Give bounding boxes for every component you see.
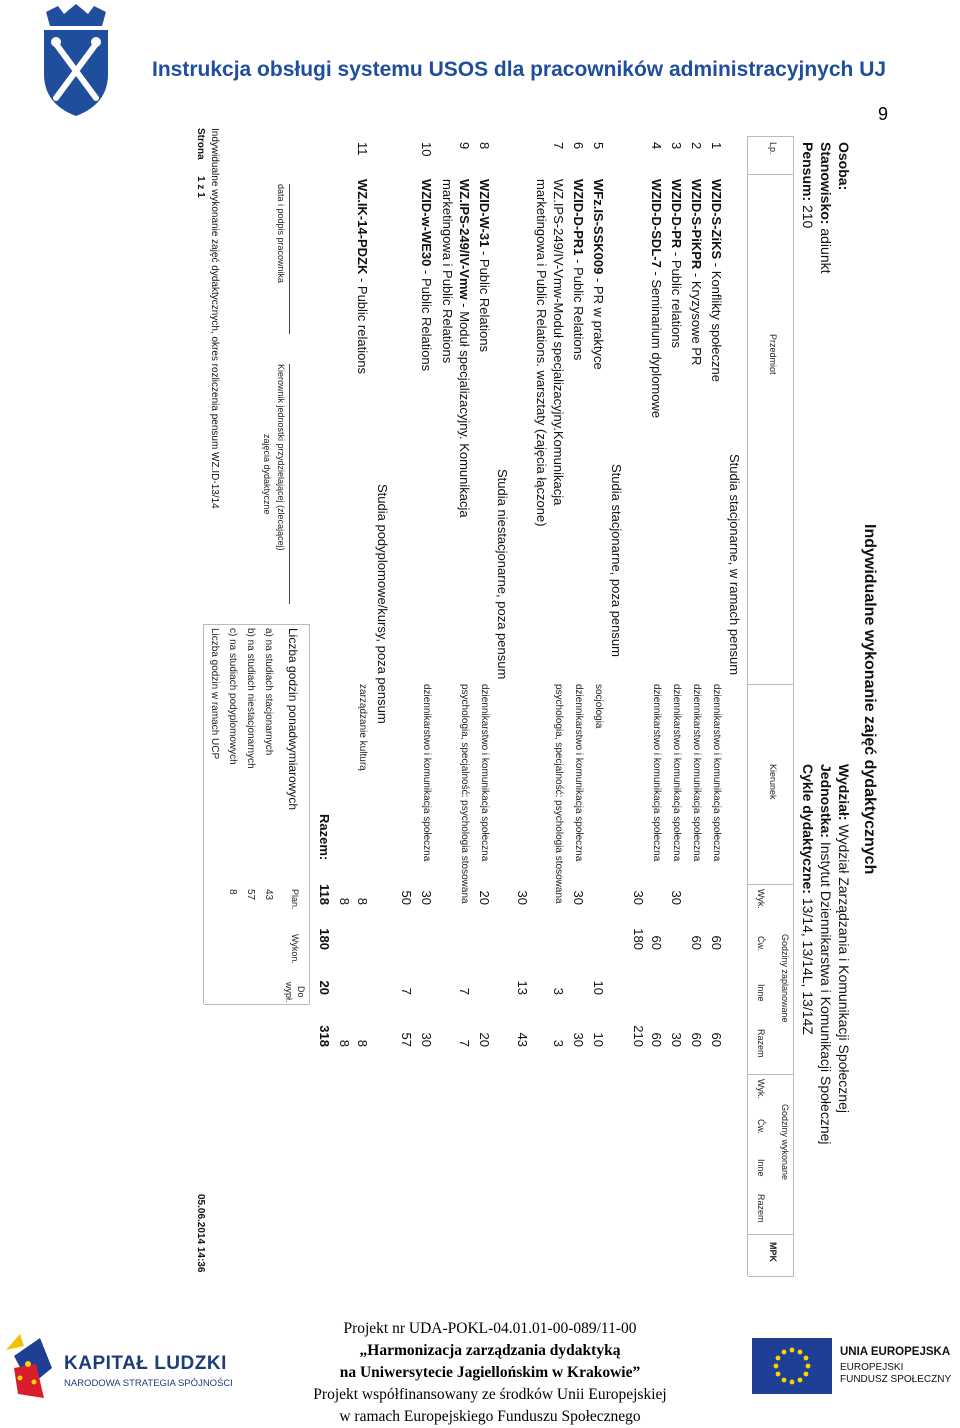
- overtime-title: Liczba godzin ponadwymiarowych: [286, 628, 300, 811]
- row-subject: WZ.IPS-249/IV-Vmw-Moduł specjalizacyjny.Komunikacja: [551, 179, 566, 506]
- row-wyk: 30: [571, 890, 586, 905]
- overtime-plan: Plan.: [290, 889, 300, 910]
- subtotal-cw: 180: [631, 928, 646, 950]
- razem-inne: 20: [317, 980, 332, 995]
- row-subject: WZ.IK-14-PDZK - Public relations: [355, 179, 370, 375]
- subtotal-razem: 43: [515, 1032, 530, 1047]
- strona-label: Strona: [195, 128, 206, 160]
- row-lp: 3: [669, 142, 684, 150]
- row-inne: 10: [591, 980, 606, 995]
- project-name-2: na Uniwersytecie Jagiellońskim w Krakowie”: [339, 1364, 641, 1381]
- row-razem: 7: [457, 1039, 472, 1047]
- scanned-report: [102, 124, 882, 1289]
- overtime-wypl: wypł.: [284, 982, 294, 1003]
- uj-coat-of-arms-icon: [36, 4, 116, 119]
- overtime-ucp: Liczba godzin w ramach UCP: [209, 628, 220, 760]
- row-subject: WZID-W-31 - Public Relations: [477, 179, 492, 353]
- row-lp: 9: [457, 142, 472, 150]
- row-subject: WZID-D-PR - Public relations: [669, 179, 684, 349]
- row-razem: 20: [477, 1032, 492, 1047]
- jednostka-line: Jednostka: Instytut Dziennikarstwa i Komunikacji Społecznej: [818, 764, 834, 1145]
- row-lp: 8: [477, 142, 492, 150]
- signature-employee: data i podpis pracownika: [276, 184, 286, 284]
- row-kierunek: dziennikarstwo i komunikacja społeczna: [479, 684, 490, 862]
- row-razem: 8: [355, 1039, 370, 1047]
- row-kierunek: dziennikarstwo i komunikacja społeczna: [691, 684, 702, 862]
- row-kierunek: dziennikarstwo i komunikacja społeczna: [671, 684, 682, 862]
- col-cw-done: Ćw.: [756, 1119, 766, 1135]
- col-mpk: MPK: [768, 1242, 778, 1262]
- row-lp: 1: [709, 142, 724, 150]
- subtotal-inne: 7: [399, 987, 414, 995]
- row-razem: 30: [419, 1032, 434, 1047]
- subtotal-razem: 57: [399, 1032, 414, 1047]
- razem-wyk: 118: [317, 884, 332, 905]
- project-name-1: „Harmonizacja zarządzania dydaktyką: [359, 1342, 621, 1359]
- col-razem-done: Razem: [756, 1194, 766, 1223]
- project-number: Projekt nr UDA-POKL-04.01.01-00-089/11-00: [343, 1320, 637, 1337]
- row-subject: WZ.IPS-249/IV-Vmw - Moduł specjalizacyjny. Komunikacja: [457, 179, 472, 518]
- row-razem: 60: [649, 1032, 664, 1047]
- col-cw: Ćw.: [756, 936, 766, 952]
- row-wyk: 30: [419, 890, 434, 905]
- pensum-line: Pensum: 210: [800, 142, 816, 229]
- kapital-ludzki-subtitle: NARODOWA STRATEGIA SPÓJNOŚCI: [64, 1378, 233, 1389]
- subtotal-wyk: 30: [631, 890, 646, 905]
- signature-manager: Kierownik jednostki przydzielającej (zlecającej): [276, 364, 286, 551]
- report-title: Indywidualne wykonanie zajęć dydaktycznych: [861, 524, 878, 875]
- eu-flag-icon: [752, 1338, 832, 1394]
- page-number: 9: [878, 104, 889, 124]
- row-lp: 10: [419, 142, 434, 157]
- row-wyk: 30: [669, 890, 684, 905]
- col-lp: Lp.: [768, 142, 778, 155]
- eu-label-2: EUROPEJSKI: [840, 1362, 904, 1373]
- row-cw: 60: [649, 935, 664, 950]
- row-kierunek: dziennikarstwo i komunikacja społeczna: [651, 684, 662, 862]
- report-rotated-content: [102, 124, 882, 1289]
- col-przedmiot: Przedmiot: [768, 334, 778, 375]
- row-subject-cont: marketingowa i Public Relations: [440, 179, 455, 364]
- row-subject: WZID-w-WE30 - Public Relations: [419, 179, 434, 372]
- row-kierunek: socjologia: [593, 684, 604, 729]
- row-cw: 60: [709, 935, 724, 950]
- eu-label-3: FUNDUSZ SPOŁECZNY: [840, 1374, 952, 1385]
- section-title: Studia stacjonarne, w ramach pensum: [727, 454, 742, 676]
- col-zaplanowane: Godziny zaplanowane: [780, 934, 790, 1023]
- section-title: Studia stacjonarne, poza pensum: [609, 464, 624, 657]
- row-razem: 60: [689, 1032, 704, 1047]
- project-info: [260, 1318, 720, 1428]
- stanowisko-line: Stanowisko: adiunkt: [818, 142, 834, 274]
- row-subject: WZID-D-SDL-7 - Seminarium dyplomowe: [649, 179, 664, 419]
- col-inne: Inne: [756, 984, 766, 1002]
- project-funding-1: Projekt współfinansowany ze środków Unii Europejskiej: [313, 1386, 667, 1403]
- row-kierunek: dziennikarstwo i komunikacja społeczna: [573, 684, 584, 862]
- cykle-line: Cykle dydaktyczne: 13/14, 13/14L, 13/14Z: [800, 764, 816, 1035]
- overtime-wykon: Wykon.: [290, 934, 300, 964]
- row-cw: 60: [689, 935, 704, 950]
- overtime-a-plan: 43: [263, 889, 274, 901]
- footnote: Indywidualne wykonanie zajęć dydaktycznych, okres rozliczenia pensum WZ.ID-13/14: [209, 128, 220, 509]
- strona-value: 1 z 1: [195, 176, 206, 198]
- row-kierunek: zarządzanie kulturą: [357, 684, 368, 771]
- col-razem: Razem: [756, 1029, 766, 1058]
- overtime-do: Do: [296, 986, 306, 998]
- row-razem: 30: [669, 1032, 684, 1047]
- col-inne-done: Inne: [756, 1159, 766, 1177]
- timestamp: 05.06.2014 14:36: [195, 1194, 206, 1273]
- project-funding-2: w ramach Europejskiego Funduszu Społecznego: [339, 1408, 641, 1425]
- overtime-c: c) na studiach podyplomowych: [227, 628, 238, 765]
- row-kierunek: psychologia, specjalność: psychologia stosowana: [553, 684, 564, 904]
- row-subject: WZID-S-ZiKS - Konflikty społeczne: [709, 179, 724, 382]
- row-razem: 3: [551, 1039, 566, 1047]
- row-razem: 30: [571, 1032, 586, 1047]
- kapital-ludzki-title: KAPITAŁ LUDZKI: [64, 1353, 227, 1374]
- col-wyk: Wyk.: [756, 889, 766, 909]
- razem-label: Razem:: [317, 814, 332, 861]
- row-lp: 11: [355, 142, 370, 156]
- overtime-b-plan: 57: [245, 889, 256, 901]
- row-wyk: 20: [477, 890, 492, 905]
- row-kierunek: dziennikarstwo i komunikacja społeczna: [421, 684, 432, 862]
- wydzial-line: Wydział: Wydział Zarządzania i Komunikacji Społecznej: [836, 764, 852, 1113]
- subtotal-wyk: 8: [337, 897, 352, 905]
- razem-total: 318: [317, 1025, 332, 1047]
- row-wyk: 8: [355, 897, 370, 905]
- overtime-c-plan: 8: [227, 889, 238, 895]
- row-lp: 5: [591, 142, 606, 150]
- section-title: Studia podyplomowe/kursy, poza pensum: [375, 484, 390, 724]
- row-kierunek: psychologia, specjalność: psychologia stosowana: [459, 684, 470, 904]
- signature-manager-cont: zajęcia dydaktyczne: [262, 434, 272, 515]
- row-subject: WZID-D-PR1 - Public Relations: [571, 179, 586, 361]
- row-inne: 7: [457, 987, 472, 995]
- row-subject: WZID-S-PiKPR - Kryzysowe PR: [689, 179, 704, 366]
- overtime-a: a) na studiach stacjonarnych: [263, 628, 274, 756]
- subtotal-razem: 210: [631, 1025, 646, 1047]
- osoba-label: Osoba:: [836, 142, 852, 191]
- subtotal-razem: 8: [337, 1039, 352, 1047]
- subtotal-wyk: 30: [515, 890, 530, 905]
- row-subject-cont: marketingowa i Public Relations. warsztaty (zajęcia łączone): [534, 179, 549, 527]
- row-subject: WFz.IS-SSK009 - PR w praktyce: [591, 179, 606, 370]
- row-razem: 10: [591, 1032, 606, 1047]
- subtotal-inne: 13: [515, 980, 530, 995]
- overtime-b: b) na studiach niestacjonarnych: [245, 628, 256, 769]
- row-lp: 4: [649, 142, 664, 150]
- row-inne: 3: [551, 987, 566, 995]
- subtotal-wyk: 50: [399, 890, 414, 905]
- row-lp: 2: [689, 142, 704, 150]
- razem-cw: 180: [317, 928, 332, 950]
- row-lp: 7: [551, 142, 566, 150]
- col-wykonane: Godziny wykonane: [780, 1104, 790, 1181]
- eu-label-1: UNIA EUROPEJSKA: [840, 1346, 951, 1358]
- section-title: Studia niestacjonarne, poza pensum: [495, 469, 510, 680]
- row-kierunek: dziennikarstwo i komunikacja społeczna: [711, 684, 722, 862]
- col-wyk-done: Wyk.: [756, 1079, 766, 1099]
- row-lp: 6: [571, 142, 586, 150]
- document-title: Instrukcja obsługi systemu USOS dla pracowników administracyjnych UJ: [152, 58, 887, 81]
- row-razem: 60: [709, 1032, 724, 1047]
- col-kierunek: Kierunek: [768, 764, 778, 800]
